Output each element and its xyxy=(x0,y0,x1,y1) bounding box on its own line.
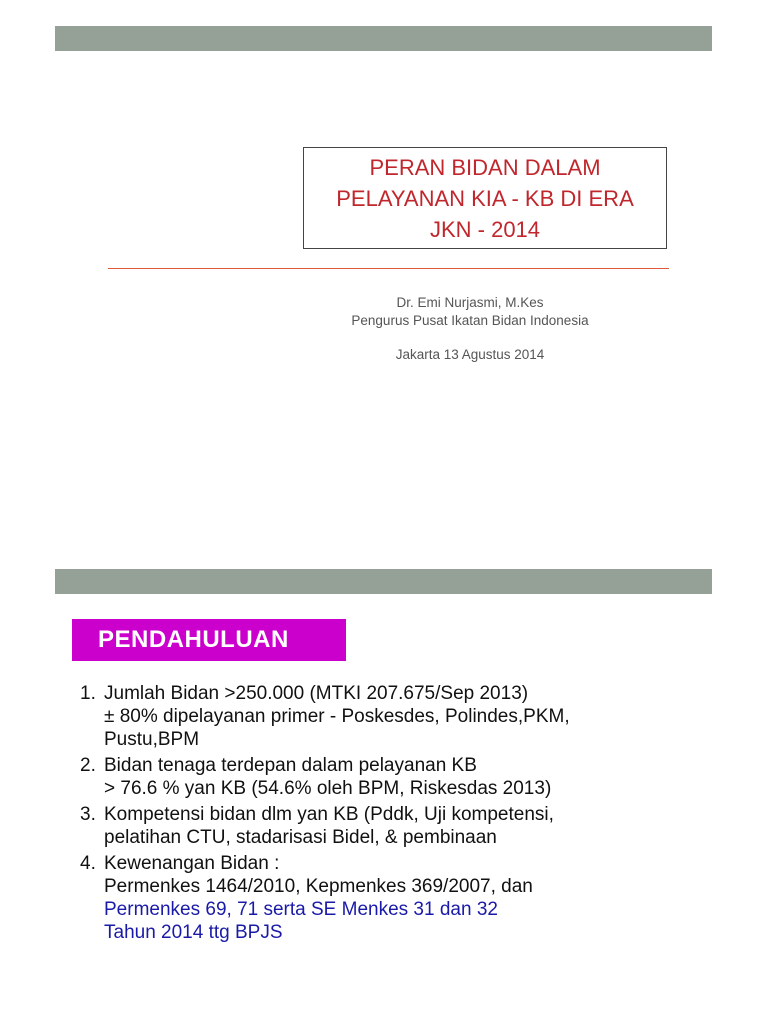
list-number: 4. xyxy=(80,853,96,874)
list-line: Jumlah Bidan >250.000 (MTKI 207.675/Sep 2013) xyxy=(104,683,529,704)
list-line: ± 80% dipelayanan primer - Poskesdes, Polindes,PKM, xyxy=(104,706,570,727)
list-line: Kompetensi bidan dlm yan KB (Pddk, Uji kompetensi, xyxy=(104,804,554,825)
list-item xyxy=(80,682,720,751)
slide-top-bar xyxy=(55,26,712,51)
title-line-3: JKN - 2014 xyxy=(429,216,541,242)
slide-separator-bar xyxy=(55,569,712,594)
list-line-highlight: Permenkes 69, 71 serta SE Menkes 31 dan 32 xyxy=(104,899,498,920)
title-line-1: PERAN BIDAN DALAM xyxy=(369,154,601,180)
list-item xyxy=(80,803,720,849)
list-line: Kewenangan Bidan : xyxy=(104,853,280,874)
affiliation: Pengurus Pusat Ikatan Bidan Indonesia xyxy=(351,313,589,328)
list-number: 1. xyxy=(80,683,96,704)
list-item xyxy=(80,852,720,944)
list-line: Permenkes 1464/2010, Kepmenkes 369/2007, dan xyxy=(104,876,533,897)
numbered-list xyxy=(80,682,720,944)
title-line-2: PELAYANAN KIA - KB DI ERA xyxy=(336,185,634,211)
presentation-date: Jakarta 13 Agustus 2014 xyxy=(395,347,545,362)
author-name: Dr. Emi Nurjasmi, M.Kes xyxy=(396,295,544,310)
list-line: > 76.6 % yan KB (54.6% oleh BPM, Riskesdas 2013) xyxy=(104,778,552,799)
list-line: Bidan tenaga terdepan dalam pelayanan KB xyxy=(104,755,477,776)
list-line: Pustu,BPM xyxy=(104,729,200,750)
list-line: pelatihan CTU, stadarisasi Bidel, & pembinaan xyxy=(104,827,497,848)
credits-block xyxy=(295,294,645,364)
list-line-highlight: Tahun 2014 ttg BPJS xyxy=(104,922,283,943)
list-number: 2. xyxy=(80,755,96,776)
list-number: 3. xyxy=(80,804,96,825)
list-item xyxy=(80,754,720,800)
section-header: PENDAHULUAN xyxy=(72,619,346,661)
slide-title-box xyxy=(303,147,667,249)
title-divider xyxy=(108,268,669,269)
